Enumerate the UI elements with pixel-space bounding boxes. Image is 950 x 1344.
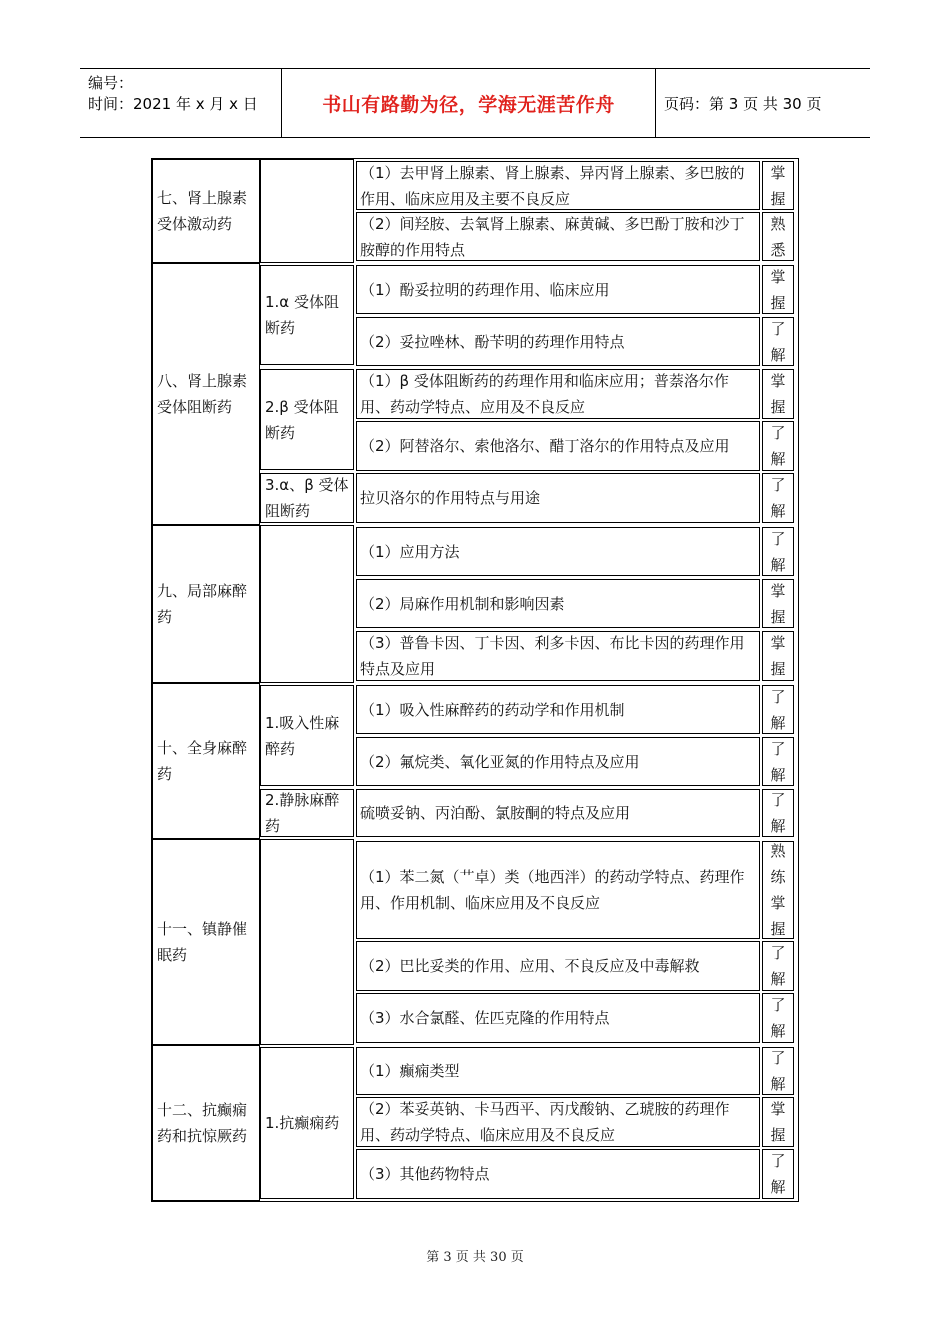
level-cell: 掌握 [762, 631, 794, 681]
sub-topic: 2.静脉麻醉药 [260, 789, 354, 837]
group-title: 七、肾上腺素受体激动药 [152, 159, 260, 263]
level-cell: 了解 [762, 789, 794, 837]
level-cell: 熟悉 [762, 212, 794, 261]
content-cell: （2）苯妥英钠、卡马西平、丙戊酸钠、乙琥胺的药理作用、药动学特点、临床应用及不良反应 [356, 1097, 760, 1147]
header-page-info: 页码：第 3 页 共 30 页 [655, 69, 870, 137]
sub-topic-empty [260, 525, 354, 683]
syllabus-table [151, 158, 799, 1202]
level-cell: 了解 [762, 317, 794, 366]
group-title: 十、全身麻醉药 [152, 683, 260, 839]
content-cell: （1）β 受体阻断药的药理作用和临床应用；普萘洛尔作用、药动学特点、应用及不良反应 [356, 369, 760, 419]
sub-topic: 3.α、β 受体阻断药 [260, 473, 354, 523]
content-cell: （2）局麻作用机制和影响因素 [356, 579, 760, 628]
level-cell: 掌握 [762, 1097, 794, 1147]
sub-topic: 2.β 受体阻断药 [260, 369, 354, 470]
level-cell: 了解 [762, 1149, 794, 1199]
sub-topic: 1.吸入性麻醉药 [260, 685, 354, 786]
header-meta [80, 69, 282, 137]
level-cell: 掌握 [762, 161, 794, 210]
content-cell: （2）巴比妥类的作用、应用、不良反应及中毒解救 [356, 941, 760, 991]
group-title: 八、肾上腺素受体阻断药 [152, 263, 260, 525]
content-cell: （1）应用方法 [356, 527, 760, 576]
level-cell: 了解 [762, 941, 794, 991]
page-header [80, 68, 870, 138]
content-cell: （1）吸入性麻醉药的药动学和作用机制 [356, 685, 760, 734]
group-title: 九、局部麻醉药 [152, 525, 260, 683]
content-cell: （2）间羟胺、去氧肾上腺素、麻黄碱、多巴酚丁胺和沙丁胺醇的作用特点 [356, 212, 760, 261]
level-cell: 了解 [762, 527, 794, 576]
sub-topic: 1.α 受体阻断药 [260, 265, 354, 365]
level-cell: 掌握 [762, 369, 794, 419]
doc-number-label: 编号： [88, 74, 134, 92]
sub-topic: 1.抗癫痫药 [260, 1047, 354, 1199]
content-cell: 拉贝洛尔的作用特点与用途 [356, 473, 760, 523]
level-cell: 掌握 [762, 579, 794, 628]
content-cell: （2）妥拉唑林、酚苄明的药理作用特点 [356, 317, 760, 366]
group-title: 十二、抗癫痫药和抗惊厥药 [152, 1045, 260, 1201]
level-cell: 了解 [762, 1047, 794, 1095]
group-title: 十一、镇静催眠药 [152, 839, 260, 1045]
doc-time-label: 时间：2021 年 x 月 x 日 [88, 95, 258, 113]
level-cell: 了解 [762, 685, 794, 734]
sub-topic-empty [260, 839, 354, 1045]
content-cell: （2）氟烷类、氧化亚氮的作用特点及应用 [356, 737, 760, 786]
content-cell: （3）其他药物特点 [356, 1149, 760, 1199]
level-cell: 熟练掌握 [762, 841, 794, 939]
content-cell: （3）普鲁卡因、丁卡因、利多卡因、布比卡因的药理作用特点及应用 [356, 631, 760, 681]
header-motto: 书山有路勤为径，学海无涯苦作舟 [322, 93, 615, 116]
level-cell: 掌握 [762, 265, 794, 314]
content-cell: （1）癫痫类型 [356, 1047, 760, 1095]
level-cell: 了解 [762, 993, 794, 1043]
content-cell: （1）酚妥拉明的药理作用、临床应用 [356, 265, 760, 314]
content-cell: （2）阿替洛尔、索他洛尔、醋丁洛尔的作用特点及应用 [356, 421, 760, 471]
content-cell: （3）水合氯醛、佐匹克隆的作用特点 [356, 993, 760, 1043]
content-cell: （1）去甲肾上腺素、肾上腺素、异丙肾上腺素、多巴胺的作用、临床应用及主要不良反应 [356, 161, 760, 210]
sub-topic-empty [260, 159, 354, 263]
content-cell: 硫喷妥钠、丙泊酚、氯胺酮的特点及应用 [356, 789, 760, 837]
level-cell: 了解 [762, 421, 794, 471]
level-cell: 了解 [762, 737, 794, 786]
content-cell: （1）苯二氮（艹卓）类（地西泮）的药动学特点、药理作用、作用机制、临床应用及不良反应 [356, 841, 760, 939]
page-footer: 第 3 页 共 30 页 [426, 1250, 524, 1265]
level-cell: 了解 [762, 473, 794, 523]
